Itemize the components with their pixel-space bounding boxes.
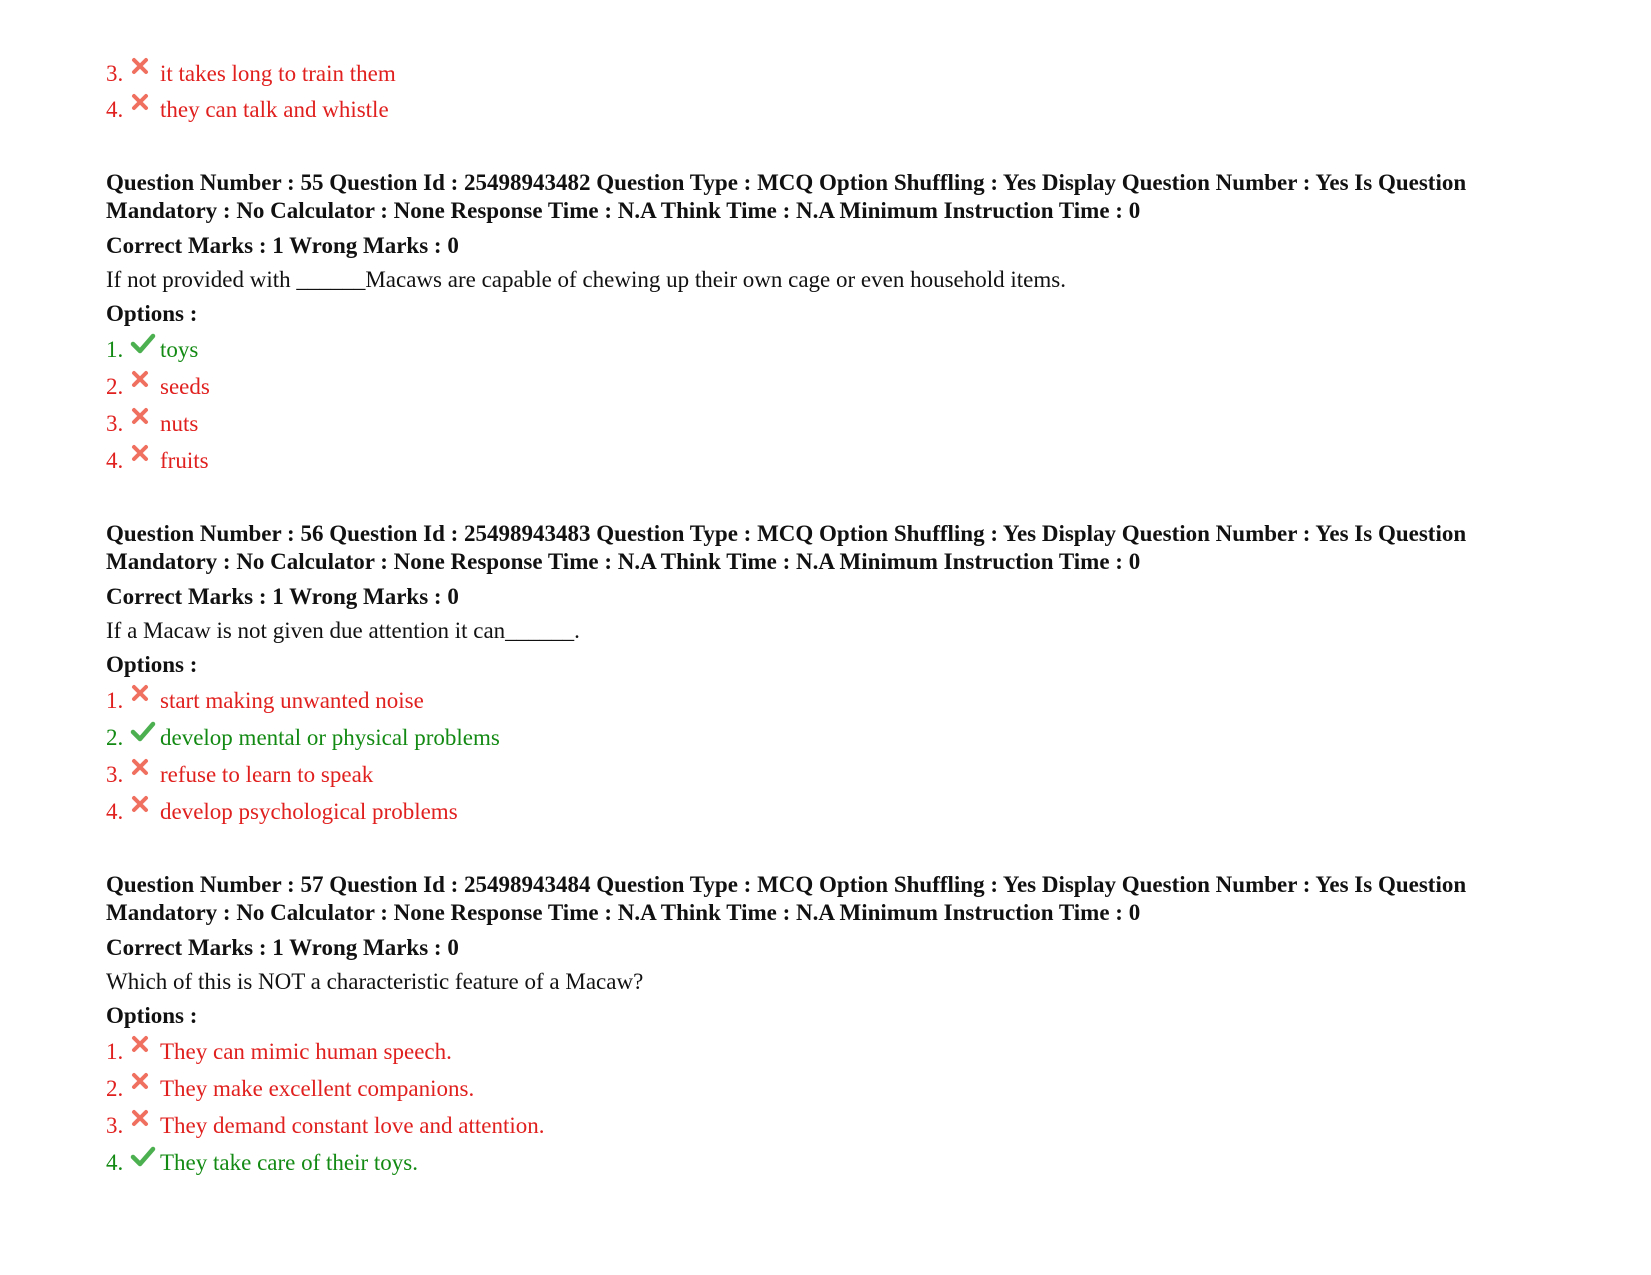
check-icon <box>130 1148 160 1174</box>
option-text: They take care of their toys. <box>160 1150 418 1175</box>
option-text: They make excellent companions. <box>160 1076 475 1101</box>
options-label: Options : <box>106 1003 198 1028</box>
option-number: 1. <box>106 688 124 713</box>
question-text: If not provided with ______Macaws are capable of chewing up their own cage or even household items. <box>106 267 1066 292</box>
option-number: 2. <box>106 1076 124 1101</box>
option-text: refuse to learn to speak <box>160 762 374 787</box>
option-text: develop mental or physical problems <box>160 725 500 750</box>
option-text: they can talk and whistle <box>160 97 389 122</box>
option-number: 2. <box>106 374 124 399</box>
marks-line: Correct Marks : 1 Wrong Marks : 0 <box>106 935 459 960</box>
cross-icon <box>130 760 160 786</box>
question-text: If a Macaw is not given due attention it can______. <box>106 618 580 643</box>
option-number: 4. <box>106 448 124 473</box>
options-label: Options : <box>106 652 198 677</box>
option-item <box>106 723 500 753</box>
marks-line: Correct Marks : 1 Wrong Marks : 0 <box>106 233 459 258</box>
option-item <box>106 335 198 365</box>
question-text: Which of this is NOT a characteristic feature of a Macaw? <box>106 969 644 994</box>
option-text: They demand constant love and attention. <box>160 1113 545 1138</box>
option-item <box>106 95 389 125</box>
option-number: 2. <box>106 725 124 750</box>
option-item <box>106 372 210 402</box>
option-item <box>106 760 373 790</box>
cross-icon <box>130 372 160 398</box>
option-number: 1. <box>106 337 124 362</box>
cross-icon <box>130 1111 160 1137</box>
option-text: toys <box>160 337 199 362</box>
option-item <box>106 1148 418 1178</box>
option-item <box>106 59 396 89</box>
option-item <box>106 1111 545 1141</box>
option-number: 4. <box>106 1150 124 1175</box>
options-label: Options : <box>106 301 198 326</box>
option-number: 4. <box>106 97 124 122</box>
option-number: 3. <box>106 762 124 787</box>
option-number: 3. <box>106 411 124 436</box>
option-number: 4. <box>106 799 124 824</box>
marks-line: Correct Marks : 1 Wrong Marks : 0 <box>106 584 459 609</box>
option-item <box>106 446 209 476</box>
option-item <box>106 1074 474 1104</box>
option-text: it takes long to train them <box>160 61 396 86</box>
option-item <box>106 797 458 827</box>
question-meta: Question Number : 57 Question Id : 25498943484 Question Type : MCQ Option Shuffling : Yes Display Question Number : Yes Is Question Mandatory : No Calculator : None Response Time : N.A Think Time : N.A Minimum Instruction Time : 0 <box>106 872 1467 925</box>
option-item <box>106 409 198 439</box>
cross-icon <box>130 59 160 85</box>
option-text: fruits <box>160 448 209 473</box>
cross-icon <box>130 409 160 435</box>
cross-icon <box>130 446 160 472</box>
option-number: 3. <box>106 61 124 86</box>
option-number: 1. <box>106 1039 124 1064</box>
cross-icon <box>130 1037 160 1063</box>
option-item <box>106 1037 452 1067</box>
option-text: start making unwanted noise <box>160 688 424 713</box>
cross-icon <box>130 686 160 712</box>
question-meta: Question Number : 56 Question Id : 25498943483 Question Type : MCQ Option Shuffling : Yes Display Question Number : Yes Is Question Mandatory : No Calculator : None Response Time : N.A Think Time : N.A Minimum Instruction Time : 0 <box>106 521 1467 574</box>
option-text: seeds <box>160 374 210 399</box>
option-text: They can mimic human speech. <box>160 1039 452 1064</box>
option-item <box>106 686 424 716</box>
cross-icon <box>130 95 160 121</box>
option-text: develop psychological problems <box>160 799 458 824</box>
option-text: nuts <box>160 411 199 436</box>
question-meta: Question Number : 55 Question Id : 25498943482 Question Type : MCQ Option Shuffling : Yes Display Question Number : Yes Is Question Mandatory : No Calculator : None Response Time : N.A Think Time : N.A Minimum Instruction Time : 0 <box>106 170 1467 223</box>
option-number: 3. <box>106 1113 124 1138</box>
check-icon <box>130 723 160 749</box>
cross-icon <box>130 797 160 823</box>
check-icon <box>130 335 160 361</box>
cross-icon <box>130 1074 160 1100</box>
